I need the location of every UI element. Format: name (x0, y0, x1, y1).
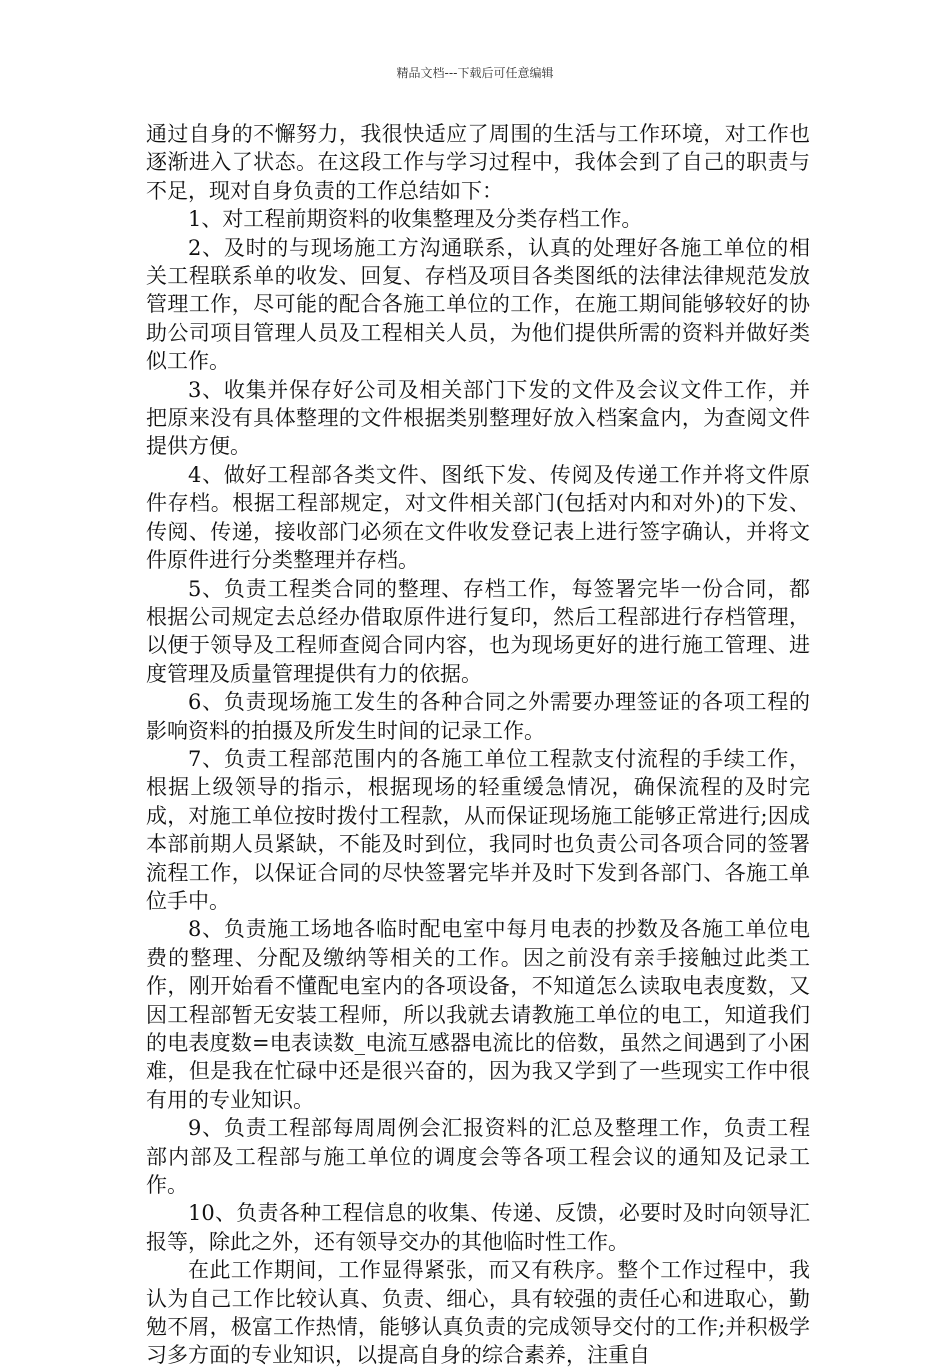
paragraph-item-10: 10、负责各种工程信息的收集、传递、反馈，必要时及时向领导汇报等，除此之外，还有领导交办的其他临时性工作。 (146, 1201, 810, 1254)
paragraph-item-3: 3、收集并保存好公司及相关部门下发的文件及会议文件工作，并把原来没有具体整理的文件根据类别整理好放入档案盒内，为查阅文件提供方便。 (146, 377, 810, 459)
paragraph-item-6: 6、负责现场施工发生的各种合同之外需要办理签证的各项工程的影响资料的拍摄及所发生时间的记录工作。 (146, 690, 810, 743)
paragraph-item-5: 5、负责工程类合同的整理、存档工作，每签署完毕一份合同，都根据公司规定去总经办借取原件进行复印，然后工程部进行存档管理，以便于领导及工程师查阅合同内容，也为现场更好的进行施工管理、进度管理及质量管理提供有力的依据。 (146, 576, 810, 686)
paragraph-item-9: 9、负责工程部每周周例会汇报资料的汇总及整理工作，负责工程部内部及工程部与施工单位的调度会等各项工程会议的通知及记录工作。 (146, 1116, 810, 1198)
paragraph-summary: 在此工作期间，工作显得紧张，而又有秩序。整个工作过程中，我认为自己工作比较认真、负责、细心，具有较强的责任心和进取心，勤勉不屑，极富工作热情，能够认真负责的完成领导交付的工作;并积极学习多方面的专业知识，以提高自身的综合素养，注重自 (146, 1258, 810, 1368)
paragraph-intro: 通过自身的不懈努力，我很快适应了周围的生活与工作环境，对工作也逐渐进入了状态。在这段工作与学习过程中，我体会到了自己的职责与不足，现对自身负责的工作总结如下： (146, 122, 810, 203)
paragraph-item-7: 7、负责工程部范围内的各施工单位工程款支付流程的手续工作，根据上级领导的指示，根据现场的轻重缓急情况，确保流程的及时完成，对施工单位按时拨付工程款，从而保证现场施工能够正常进行;因成本部前期人员紧缺，不能及时到位，我同时也负责公司各项合同的签署流程工作，以保证合同的尽快签署完毕并及时下发到各部门、各施工单位手中。 (146, 746, 810, 913)
paragraph-item-1: 1、对工程前期资料的收集整理及分类存档工作。 (188, 207, 643, 232)
page-header: 精品文档---下载后可任意编辑 (396, 66, 554, 80)
paragraph-item-2: 2、及时的与现场施工方沟通联系，认真的处理好各施工单位的相关工程联系单的收发、回复、存档及项目各类图纸的法律法律规范发放管理工作，尽可能的配合各施工单位的工作，在施工期间能够较好的协助公司项目管理人员及工程相关人员，为他们提供所需的资料并做好类似工作。 (146, 235, 810, 374)
paragraph-item-8: 8、负责施工场地各临时配电室中每月电表的抄数及各施工单位电费的整理、分配及缴纳等相关的工作。因之前没有亲手接触过此类工作，刚开始看不懂配电室内的各项设备，不知道怎么读取电表度数，又因工程部暂无安装工程师，所以我就去请教施工单位的电工，知道我们的电表度数=电表读数_电流互感器电流比的倍数，虽然之间遇到了小困难，但是我在忙碌中还是很兴奋的，因为我又学到了一些现实工作中很有用的专业知识。 (146, 917, 810, 1112)
document-body (146, 120, 810, 1370)
paragraph-item-4: 4、做好工程部各类文件、图纸下发、传阅及传递工作并将文件原件存档。根据工程部规定，对文件相关部门(包括对内和对外)的下发、传阅、传递，接收部门必须在文件收发登记表上进行签字确认，并将文件原件进行分类整理并存档。 (146, 462, 810, 573)
